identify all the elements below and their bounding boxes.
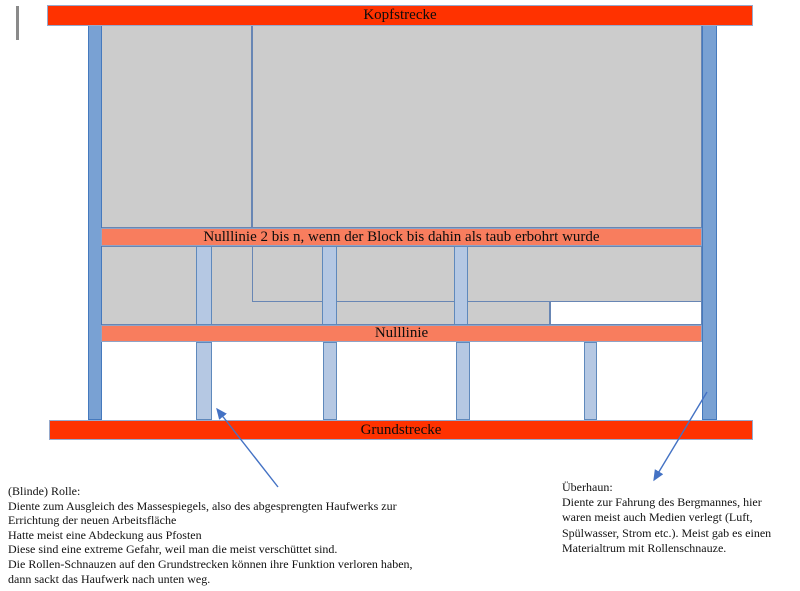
- note-line: Diese sind eine extreme Gefahr, weil man die meist verschüttet sind.: [8, 542, 338, 557]
- note-line: Die Rollen-Schnauzen auf den Grundstrecken können ihre Funktion verloren haben,: [8, 556, 413, 571]
- note-blinde-rolle: [8, 484, 478, 586]
- note-line: waren meist auch Medien verlegt (Luft,: [562, 510, 753, 525]
- nulllinie-label: Nulllinie: [374, 325, 429, 341]
- note-line: Diente zur Fahrung des Bergmannes, hier: [562, 495, 762, 510]
- note-ueberhaun: [562, 480, 782, 556]
- note-line: Materialtrum mit Rollenschnauze.: [562, 540, 727, 555]
- arrow-to-ueberhaun-note: [654, 392, 707, 480]
- note-line: Errichtung der neuen Arbeitsfläche: [8, 513, 177, 528]
- nulllinie2-label: Nulllinie 2 bis n, wenn der Block bis dahin als taub erbohrt wurde: [203, 228, 600, 245]
- note-line: Spülwasser, Strom etc.). Meist gab es einen: [562, 525, 772, 540]
- text-cursor-mark: [16, 6, 19, 40]
- note-line: Hatte meist eine Abdeckung aus Pfosten: [8, 527, 202, 542]
- note-line: Diente zum Ausgleich des Massespiegels, also des abgesprengten Haufwerks zur: [8, 498, 397, 513]
- kopfstrecke-label: Kopfstrecke: [363, 7, 437, 23]
- note-line: dann sackt das Haufwerk nach unten weg.: [8, 571, 211, 586]
- note-line: (Blinde) Rolle:: [8, 484, 81, 498]
- arrow-to-blinde-rolle-pillar: [217, 409, 278, 487]
- grundstrecke-label: Grundstrecke: [360, 421, 442, 438]
- note-line: Überhaun:: [562, 480, 613, 494]
